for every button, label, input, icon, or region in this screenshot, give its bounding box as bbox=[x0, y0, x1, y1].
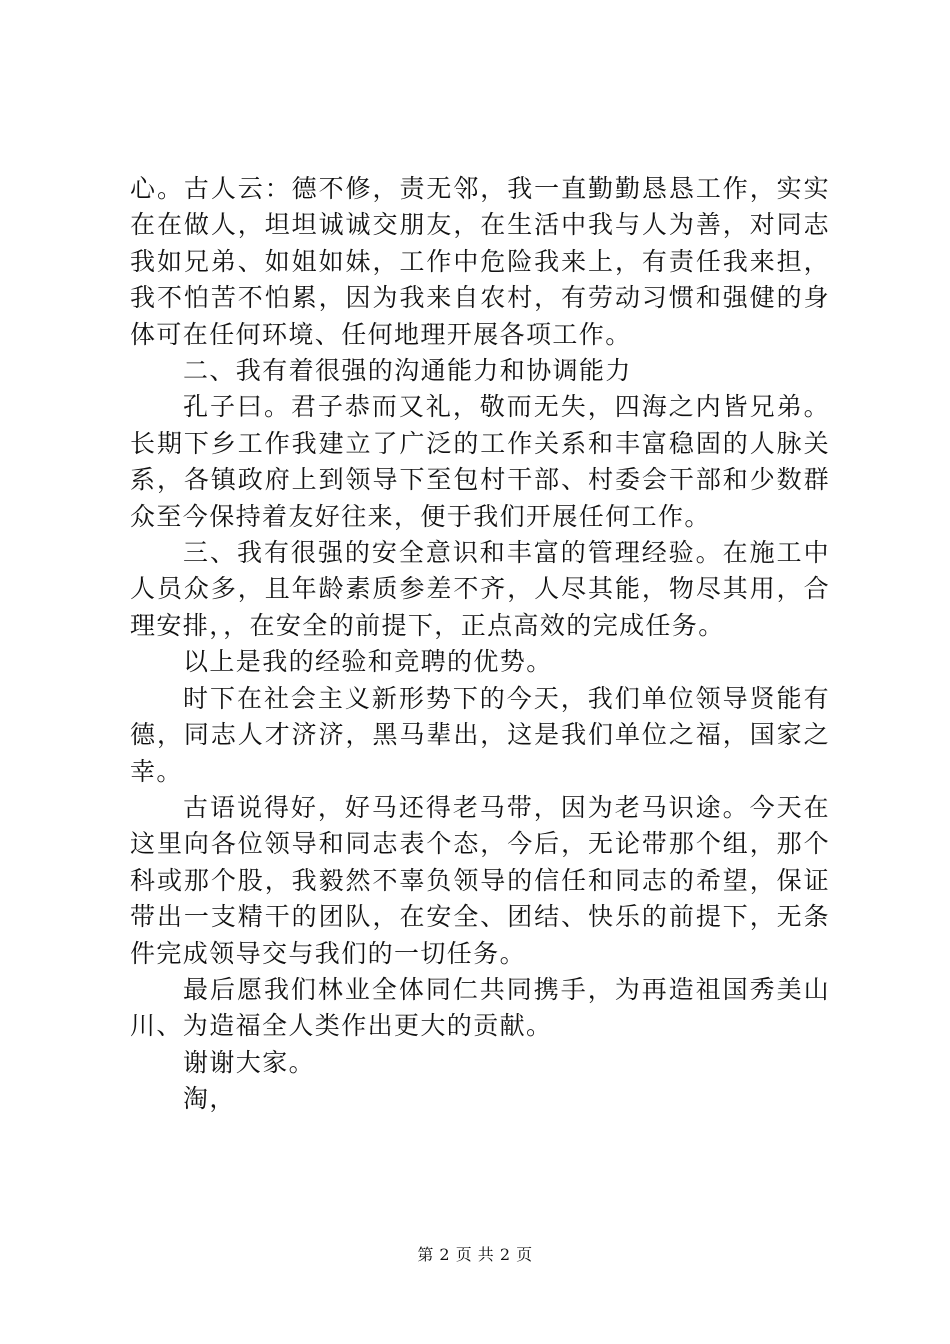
paragraph-7: 古语说得好，好马还得老马带，因为老马识途。今天在这里向各位领导和同志表个态，今后，无论带那个组，那个科或那个股，我毅然不辜负领导的信任和同志的希望，保证带出一支精干的团队，在安全、团结、快乐的前提下，无条件完成领导交与我们的一切任务。 bbox=[130, 792, 830, 968]
paragraph-5: 以上是我的经验和竞聘的优势。 bbox=[183, 647, 553, 677]
paragraph-6: 时下在社会主义新形势下的今天，我们单位领导贤能有德，同志人才济济，黑马辈出，这是我们单位之福，国家之幸。 bbox=[130, 683, 830, 786]
document-body bbox=[130, 171, 830, 1118]
paragraph-4: 三、我有很强的安全意识和丰富的管理经验。在施工中人员众多，且年龄素质参差不齐，人尽其能，物尽其用，合理安排，，在安全的前提下，正点高效的完成任务。 bbox=[130, 538, 830, 640]
paragraph-2: 二、我有着很强的沟通能力和协调能力 bbox=[183, 356, 632, 386]
page-number-footer: 第 2 页 共 2 页 bbox=[417, 1245, 533, 1264]
paragraph-3: 孔子曰。君子恭而又礼，敬而无失，四海之内皆兄弟。长期下乡工作我建立了广泛的工作关系和丰富稳固的人脉关系，各镇政府上到领导下至包村干部、村委会干部和少数群众至今保持着友好往来，便于我们开展任何工作。 bbox=[130, 392, 830, 531]
paragraph-1: 心。古人云：德不修，责无邻，我一直勤勤恳恳工作，实实在在做人，坦坦诚诚交朋友，在生活中我与人为善，对同志我如兄弟、如姐如妹，工作中危险我来上，有责任我来担，我不怕苦不怕累，因为我来自农村，有劳动习惯和强健的身体可在任何环境、任何地理开展各项工作。 bbox=[130, 174, 830, 349]
paragraph-10: 淘， bbox=[183, 1084, 236, 1114]
paragraph-8: 最后愿我们林业全体同仁共同携手，为再造祖国秀美山川、为造福全人类作出更大的贡献。 bbox=[130, 974, 830, 1041]
paragraph-9: 谢谢大家。 bbox=[183, 1047, 316, 1077]
